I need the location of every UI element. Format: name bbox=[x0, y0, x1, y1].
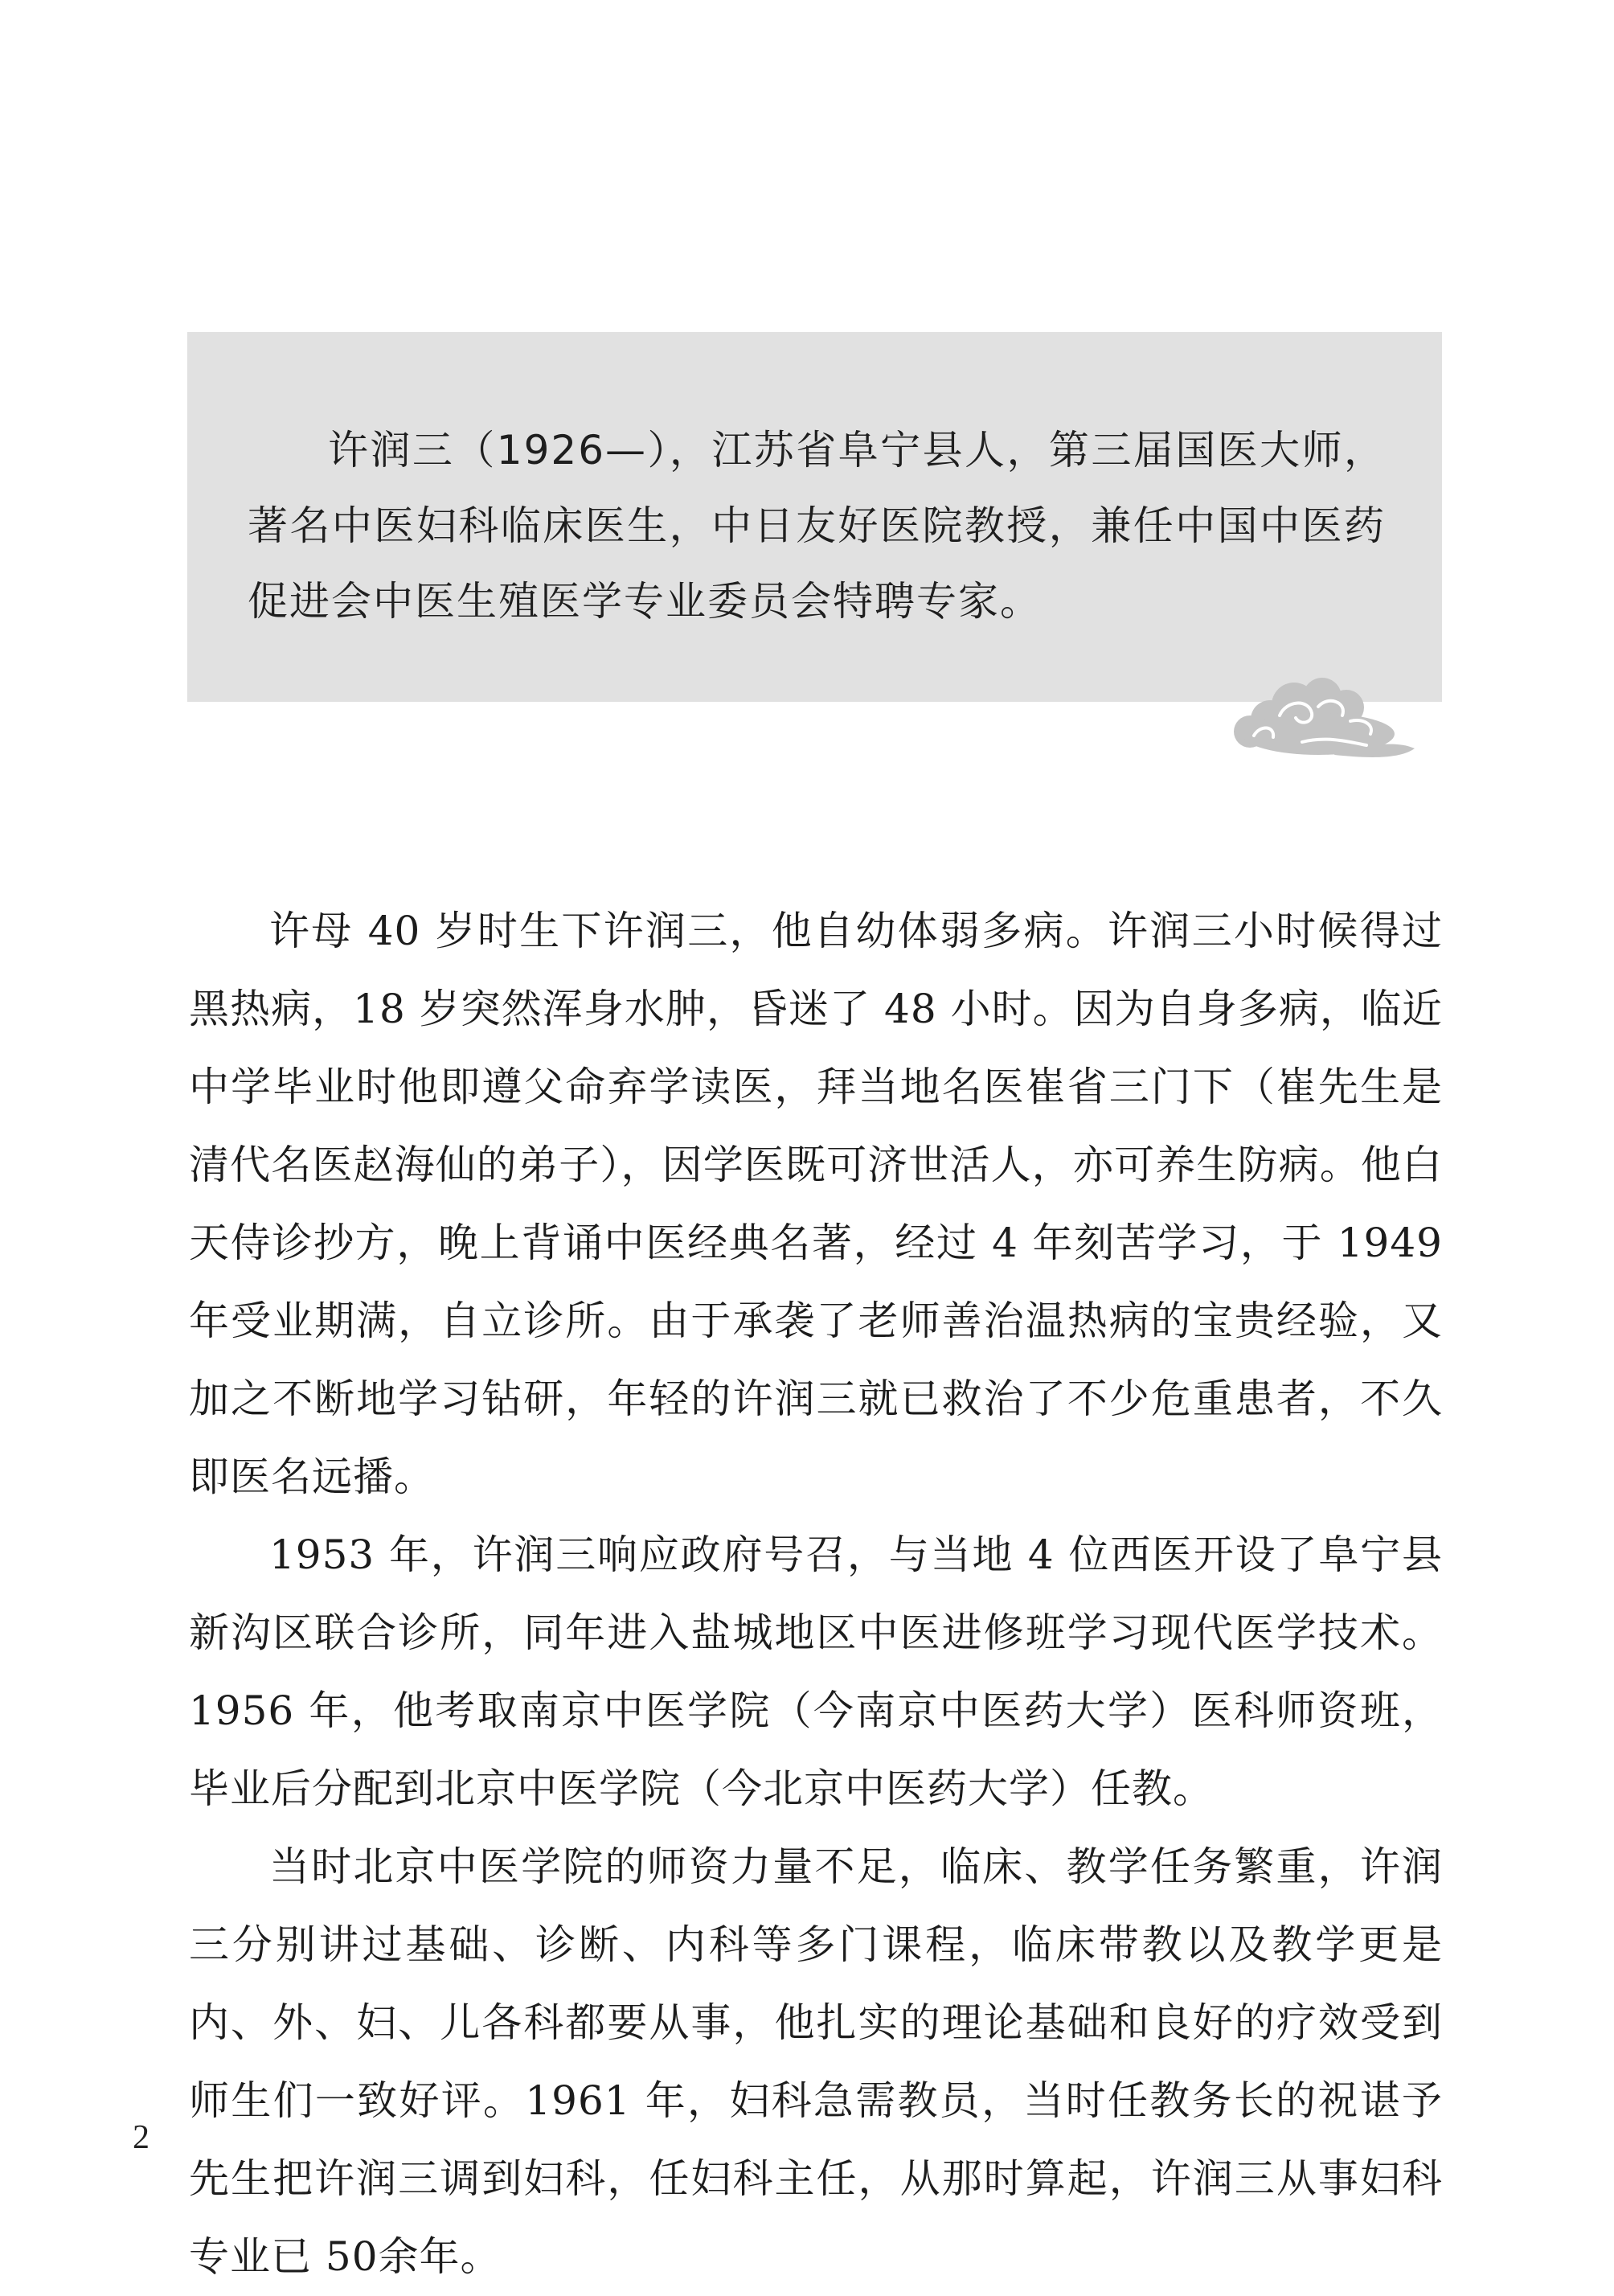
intro-box bbox=[187, 332, 1442, 702]
body-paragraph: 当时北京中医学院的师资力量不足，临床、教学任务繁重，许润三分别讲过基础、诊断、内科等多门课程，临床带教以及教学更是内、外、妇、儿各科都要从事，他扎实的理论基础和良好的疗效受到师生们一致好评。1961 年，妇科急需教员，当时任教务长的祝谌予先生把许润三调到妇科，任妇科主任，从那时算起，许润三从事妇科专业已 50余年。 bbox=[189, 1843, 1443, 2280]
cloud-icon bbox=[1222, 671, 1423, 772]
page-number: 2 bbox=[133, 2119, 150, 2156]
body-paragraph: 1953 年，许润三响应政府号召，与当地 4 位西医开设了阜宁县新沟区联合诊所，同年进入盐城地区中医进修班学习现代医学技术。1956 年，他考取南京中医学院（今南京中医药大学）医科师资班，毕业后分配到北京中医学院（今北京中医药大学）任教。 bbox=[189, 1531, 1443, 1812]
body-paragraph: 许母 40 岁时生下许润三，他自幼体弱多病。许润三小时候得过黑热病，18 岁突然浑身水肿，昏迷了 48 小时。因为自身多病，临近中学毕业时他即遵父命弃学读医，拜当地名医崔省三门下（崔先生是清代名医赵海仙的弟子），因学医既可济世活人，亦可养生防病。他白天侍诊抄方，晚上背诵中医经典名著，经过 4 年刻苦学习，于 1949 年受业期满，自立诊所。由于承袭了老师善治温热病的宝贵经验，又加之不断地学习钻研，年轻的许润三就已救治了不少危重患者，不久即医名远播。 bbox=[189, 908, 1443, 1500]
body-text bbox=[189, 892, 1443, 2296]
intro-text: 许润三（1926—），江苏省阜宁县人，第三届国医大师，著名中医妇科临床医生，中日友好医院教授，兼任中国中医药促进会中医生殖医学专业委员会特聘专家。 bbox=[248, 427, 1386, 625]
